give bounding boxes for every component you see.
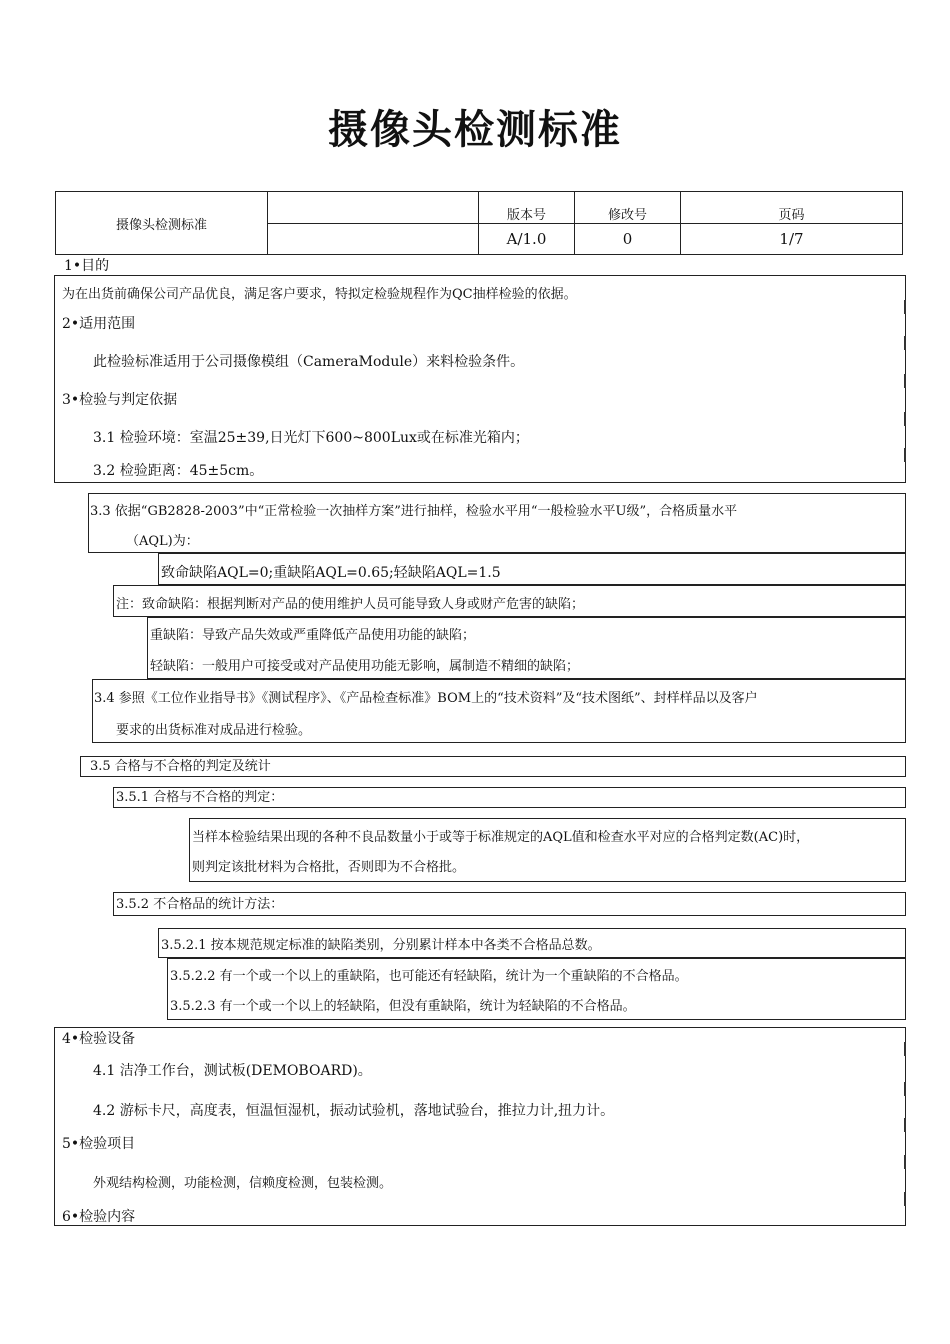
- section-1-text: 为在出货前确保公司产品优良，满足客户要求，特拟定检验规程作为QC抽样检验的依据。: [62, 287, 577, 302]
- page-value: 1/7: [681, 224, 903, 255]
- page-label: 页码: [681, 192, 903, 224]
- note-major: 重缺陷：导致产品失效或严重降低产品使用功能的缺陷；: [150, 628, 476, 643]
- blank-cell-bottom: [268, 224, 479, 255]
- margin-tick: [904, 1118, 906, 1132]
- section-3-5-2-1: 3.5.2.1 按本规范规定标准的缺陷类别，分别累计样本中各类不合格品总数。: [161, 938, 601, 953]
- margin-tick: [904, 412, 906, 426]
- section-5-text: 外观结构检测，功能检测，信赖度检测，包装检测。: [93, 1176, 393, 1191]
- section-3-3-box: [88, 493, 906, 553]
- section-3-5: 3.5 合格与不合格的判定及统计: [90, 759, 271, 774]
- section-3-3-line2: （AQL)为：: [126, 534, 199, 549]
- section-4-6-box: [54, 1027, 906, 1226]
- margin-tick: [904, 1155, 906, 1169]
- margin-tick: [904, 1082, 906, 1096]
- section-3-5-2: 3.5.2 不合格品的统计方法：: [116, 897, 284, 912]
- section-6-heading: 6•检验内容: [62, 1209, 136, 1225]
- version-value: A/1.0: [479, 224, 575, 255]
- document-header-table: [55, 191, 903, 255]
- section-3-5-2-3: 3.5.2.3 有一个或一个以上的轻缺陷，但没有重缺陷，统计为轻缺陷的不合格品。: [170, 999, 636, 1014]
- section-3-5-2-2: 3.5.2.2 有一个或一个以上的重缺陷，也可能还有轻缺陷，统计为一个重缺陷的不合格品。: [170, 969, 688, 984]
- section-3-3-line1: 3.3 依据“GB2828-2003”中“正常检验一次抽样方案”进行抽样，检验水平用“一般检验水平U级”，合格质量水平: [90, 504, 738, 519]
- margin-tick: [904, 336, 906, 350]
- section-2-heading: 2•适用范围: [62, 316, 136, 332]
- section-3-2: 3.2 检验距离：45±5cm。: [93, 463, 264, 479]
- aql-values: 致命缺陷AQL=0;重缺陷AQL=0.65;轻缺陷AQL=1.5: [161, 565, 501, 581]
- margin-tick: [904, 1042, 906, 1056]
- document-title: 摄像头检测标准: [328, 107, 622, 153]
- section-3-4-line2: 要求的出货标准对成品进行检验。: [116, 723, 312, 738]
- section-1-heading: 1•目的: [64, 258, 110, 274]
- version-label: 版本号: [479, 192, 575, 224]
- section-3-4-line1: 3.4 参照《工位作业指导书》《测试程序》、《产品检查标准》BOM上的“技术资料”及“技术图纸”、封样样品以及客户: [94, 691, 758, 706]
- section-3-heading: 3•检验与判定依据: [62, 392, 178, 408]
- section-4-1: 4.1 洁净工作台，测试板(DEMOBOARD)。: [93, 1063, 372, 1079]
- section-2-text: 此检验标准适用于公司摄像模组（CameraModule）来料检验条件。: [93, 354, 525, 370]
- section-1-3-box: [54, 275, 906, 483]
- margin-tick: [904, 300, 906, 314]
- margin-tick: [904, 374, 906, 388]
- margin-tick: [904, 1192, 906, 1206]
- section-5-heading: 5•检验项目: [62, 1136, 136, 1152]
- blank-cell-top: [268, 192, 479, 224]
- note-fatal: 注：致命缺陷：根据判断对产品的使用维护人员可能导致人身或财产危害的缺陷；: [116, 597, 585, 612]
- section-3-5-1: 3.5.1 合格与不合格的判定：: [116, 790, 284, 805]
- revision-label: 修改号: [575, 192, 681, 224]
- section-4-2: 4.2 游标卡尺，高度表，恒温恒湿机，振动试验机，落地试验台，推拉力计,扭力计。: [93, 1103, 615, 1119]
- section-3-5-1-line1: 当样本检验结果出现的各种不良品数量小于或等于标准规定的AQL值和检查水平对应的合格判定数(AC)时，: [192, 830, 810, 845]
- note-minor: 轻缺陷：一般用户可接受或对产品使用功能无影响，属制造不精细的缺陷；: [150, 659, 580, 674]
- section-3-1: 3.1 检验环境：室温25±39,日光灯下600~800Lux或在标准光箱内；: [93, 430, 529, 446]
- margin-tick: [904, 448, 906, 462]
- section-4-heading: 4•检验设备: [62, 1031, 136, 1047]
- doc-name-cell: 摄像头检测标准: [56, 192, 268, 255]
- revision-value: 0: [575, 224, 681, 255]
- section-3-5-1-line2: 则判定该批材料为合格批，否则即为不合格批。: [192, 860, 466, 875]
